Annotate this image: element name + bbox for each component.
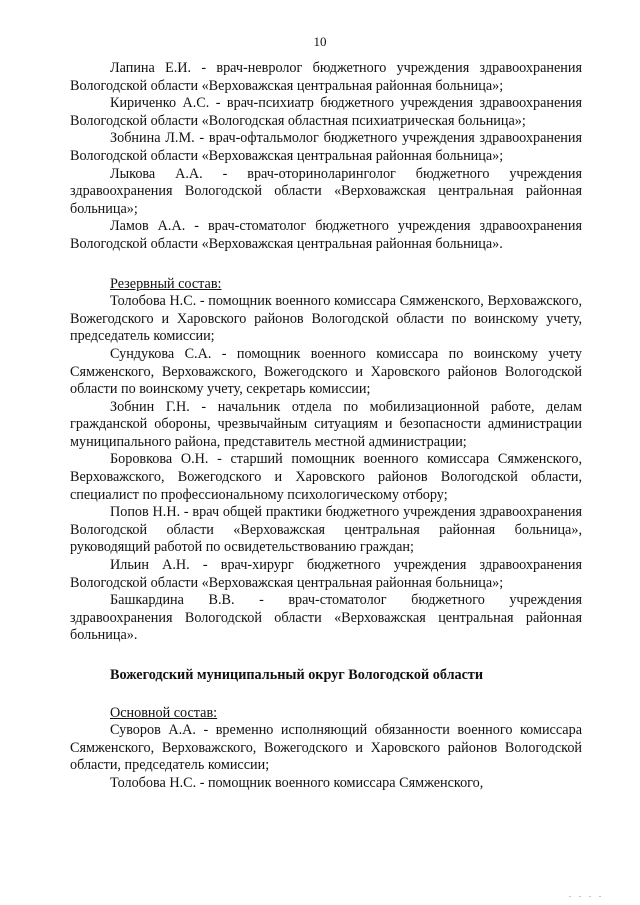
member-entry: Кириченко А.С. - врач-психиатр бюджетного учреждения здравоохранения Вологодской области «Вологодская областная психиатрическая больница»;: [70, 95, 582, 129]
document-body: [70, 60, 582, 793]
main-composition-label: Основной состав:: [110, 704, 218, 721]
member-entry: Башкардина В.В. - врач-стоматолог бюджетного учреждения здравоохранения Вологодской области «Верховажская центральная районная больница».: [70, 592, 582, 644]
member-entry: Ламов А.А. - врач-стоматолог бюджетного учреждения здравоохранения Вологодской области «Верховажская центральная районная больница».: [70, 218, 582, 252]
spacer: [70, 685, 582, 705]
reserve-composition-label: Резервный состав:: [110, 275, 222, 292]
member-entry: Зобнина Л.М. - врач-офтальмолог бюджетного учреждения здравоохранения Вологодской области «Верховажская центральная районная больница»;: [70, 130, 582, 164]
member-entry: Толобова Н.С. - помощник военного комиссара Сямженского, Верховажского, Вожегодского и Харовского районов Вологодской области по воинскому учету, председатель комиссии;: [70, 293, 582, 345]
member-entry: Попов Н.Н. - врач общей практики бюджетного учреждения здравоохранения Вологодской области «Верховажская центральная районная больница», руководящий работой по освидетельствованию граждан;: [70, 504, 582, 556]
member-entry: Лыкова А.А. - врач-оториноларинголог бюджетного учреждения здравоохранения Вологодской области «Верховажская центральная районная больница»;: [70, 165, 582, 217]
member-entry: Лапина Е.И. - врач-невролог бюджетного учреждения здравоохранения Вологодской области «Верховажская центральная районная больница»;: [70, 60, 582, 94]
scan-marks: . . . .: [569, 890, 604, 899]
member-entry: Толобова Н.С. - помощник военного комиссара Сямженского,: [110, 774, 484, 791]
district-heading: Вожегодский муниципальный округ Вологодской области: [110, 667, 484, 683]
member-entry: Суворов А.А. - временно исполняющий обязанности военного комиссара Сямженского, Верховажского, Вожегодского и Харовского районов Вологодской области, председатель комиссии;: [70, 722, 582, 774]
spacer: [70, 645, 582, 667]
member-entry: Сундукова С.А. - помощник военного комиссара по воинскому учету Сямженского, Верховажского, Вожегодского и Харовского районов Вологодской области по воинскому учету, секретарь комиссии;: [70, 345, 582, 398]
page-number: 10: [313, 34, 327, 49]
member-entry: Ильин А.Н. - врач-хирург бюджетного учреждения здравоохранения Вологодской области «Верховажская центральная районная больница»;: [70, 557, 582, 591]
member-entry: Боровкова О.Н. - старший помощник военного комиссара Сямженского, Верховажского, Вожегодского и Харовского районов Вологодской области, специалист по профессиональному психологическому отбору;: [70, 451, 582, 503]
spacer: [70, 254, 582, 276]
member-entry: Зобнин Г.Н. - начальник отдела по мобилизационной работе, делам гражданской обороны, чрезвычайным ситуациям и безопасности администрации муниципального района, представитель местной администрации;: [70, 398, 582, 450]
